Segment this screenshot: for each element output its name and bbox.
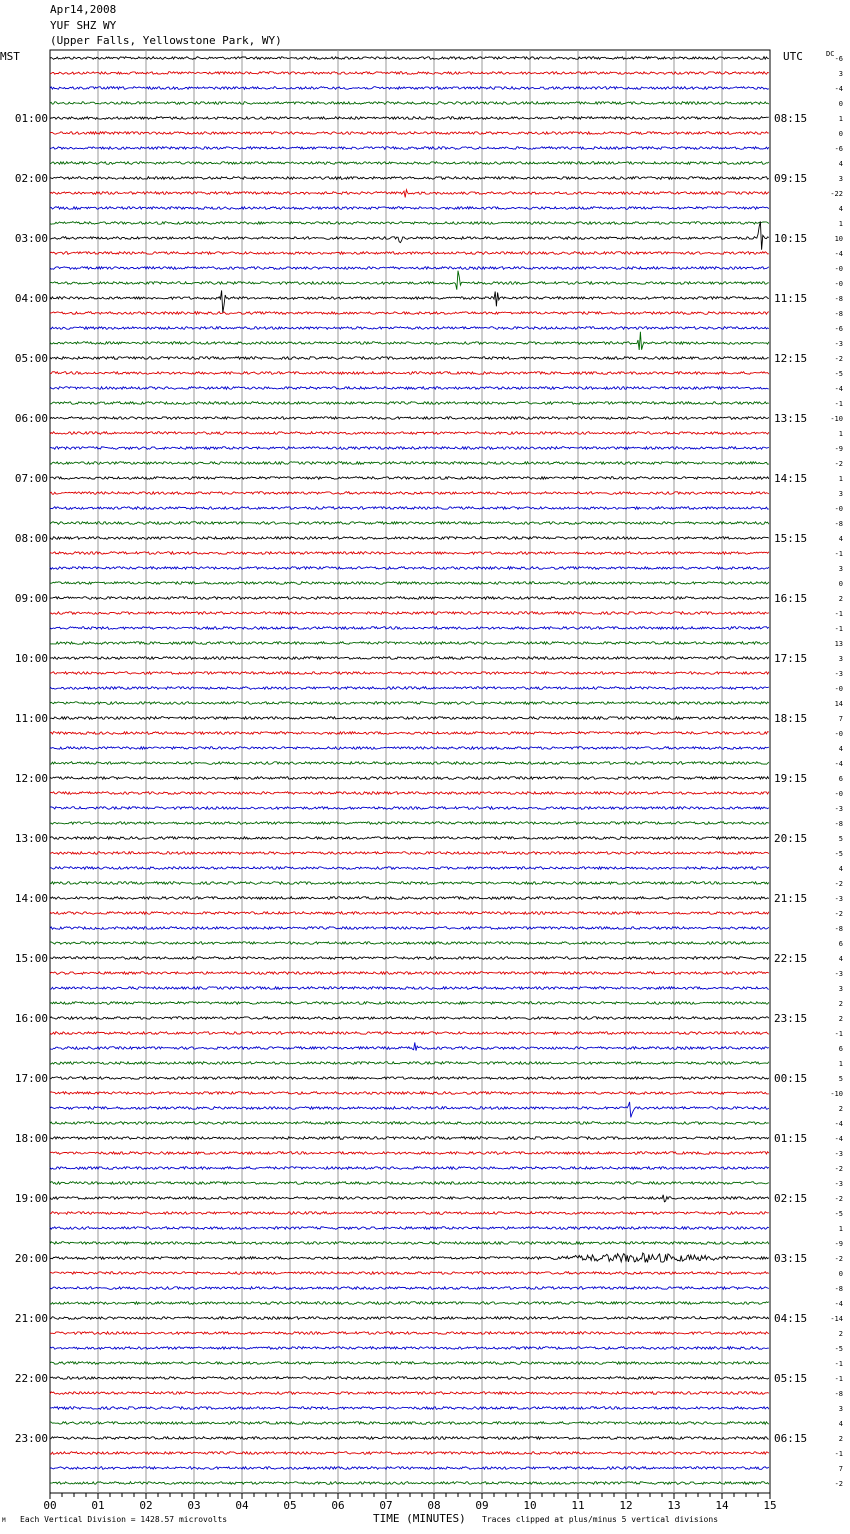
dc-offset-label: 2 (838, 595, 843, 603)
seismic-trace (50, 1377, 769, 1380)
x-tick-label: 04 (235, 1499, 249, 1512)
mst-hour-label: 14:00 (14, 892, 48, 905)
utc-hour-label: 14:15 (774, 472, 808, 485)
dc-offset-label: -6 (834, 145, 843, 153)
dc-offset-label: 6 (838, 1045, 843, 1053)
dc-offset-label: -9 (834, 445, 843, 453)
record-date: Apr14,2008 (50, 3, 117, 16)
dc-offset-label: -4 (834, 1120, 843, 1128)
seismic-trace (50, 1195, 769, 1202)
seismic-trace (50, 897, 769, 900)
dc-offset-label: -3 (834, 1150, 843, 1158)
utc-hour-label: 09:15 (774, 172, 808, 185)
dc-offset-label: -8 (834, 310, 843, 318)
right-timezone-label: UTC (783, 50, 803, 63)
utc-hour-label: 12:15 (774, 352, 808, 365)
dc-offset-label: -3 (834, 970, 843, 978)
dc-offset-label: -2 (834, 910, 843, 918)
dc-offset-label: -2 (834, 880, 843, 888)
dc-offset-label: -5 (834, 1345, 843, 1353)
dc-offset-label: -3 (834, 670, 843, 678)
x-tick-label: 13 (667, 1499, 681, 1512)
seismic-trace (50, 1242, 769, 1245)
dc-offset-label: -1 (834, 400, 843, 408)
mst-hour-label: 06:00 (14, 412, 48, 425)
dc-offset-label: 3 (838, 490, 843, 498)
mst-hour-label: 11:00 (14, 712, 48, 725)
seismic-trace (50, 1253, 769, 1262)
utc-hour-label: 18:15 (774, 712, 808, 725)
dc-offset-label: 5 (838, 1075, 843, 1083)
seismic-trace (50, 372, 769, 375)
dc-offset-label: -5 (834, 1210, 843, 1218)
seismic-trace (50, 207, 769, 210)
seismic-trace (50, 290, 769, 312)
dc-offset-label: 3 (838, 655, 843, 663)
x-tick-label: 05 (283, 1499, 297, 1512)
seismic-trace (50, 177, 769, 180)
dc-offset-label: -3 (834, 805, 843, 813)
seismic-trace (50, 612, 769, 615)
seismic-trace (50, 1152, 769, 1155)
dc-offset-label: -1 (834, 625, 843, 633)
x-tick-label: 06 (331, 1499, 345, 1512)
mst-hour-label: 05:00 (14, 352, 48, 365)
dc-offset-label: -3 (834, 1180, 843, 1188)
mst-hour-label: 04:00 (14, 292, 48, 305)
dc-offset-label: -8 (834, 1285, 843, 1293)
mst-hour-label: 15:00 (14, 952, 48, 965)
seismic-trace (50, 672, 769, 675)
seismic-trace (50, 792, 769, 795)
x-tick-label: 08 (427, 1499, 441, 1512)
seismic-trace (50, 357, 769, 360)
seismic-trace (50, 912, 769, 915)
mst-hour-label: 08:00 (14, 532, 48, 545)
x-tick-label: 01 (91, 1499, 105, 1512)
seismic-trace (50, 1332, 769, 1335)
seismic-trace (50, 147, 769, 150)
dc-offset-label: 1 (838, 475, 843, 483)
dc-offset-label: 4 (838, 745, 843, 753)
dc-offset-label: -4 (834, 1135, 843, 1143)
dc-offset-label: 2 (838, 1330, 843, 1338)
dc-offset-label: 5 (838, 835, 843, 843)
mst-hour-label: 13:00 (14, 832, 48, 845)
dc-offset-label: -10 (830, 1090, 843, 1098)
trace-layer (50, 57, 769, 1485)
seismic-trace (50, 1077, 769, 1080)
mst-hour-label: 02:00 (14, 172, 48, 185)
axis-layer (43, 1493, 776, 1512)
mst-hour-label: 19:00 (14, 1192, 48, 1205)
seismic-trace (50, 222, 769, 250)
x-tick-label: 09 (475, 1499, 489, 1512)
dc-offset-label: 1 (838, 1225, 843, 1233)
utc-hour-label: 10:15 (774, 232, 808, 245)
seismic-trace (50, 1212, 769, 1215)
dc-offset-label: -4 (834, 85, 843, 93)
seismic-trace (50, 132, 769, 135)
utc-hour-label: 13:15 (774, 412, 808, 425)
mst-hour-label: 16:00 (14, 1012, 48, 1025)
seismic-trace (50, 1392, 769, 1395)
seismic-trace (50, 837, 769, 840)
seismic-trace (50, 72, 769, 75)
seismic-trace (50, 267, 769, 270)
seismic-trace (50, 807, 769, 810)
dc-offset-label: -8 (834, 925, 843, 933)
dc-offset-label: 7 (838, 1465, 843, 1473)
seismic-trace (50, 1272, 769, 1275)
dc-offset-label: -6 (834, 55, 843, 63)
dc-offset-label: -1 (834, 610, 843, 618)
dc-offset-label: 2 (838, 1000, 843, 1008)
x-axis-label: TIME (MINUTES) (373, 1512, 466, 1525)
seismic-trace (50, 762, 769, 765)
dc-offset-label: 4 (838, 955, 843, 963)
mst-hour-label: 21:00 (14, 1312, 48, 1325)
dc-offset-label: -6 (834, 325, 843, 333)
utc-hour-label: 01:15 (774, 1132, 808, 1145)
x-tick-label: 11 (571, 1499, 585, 1512)
seismic-trace (50, 57, 769, 60)
dc-offset-label: 4 (838, 160, 843, 168)
seismic-trace (50, 447, 769, 450)
seismic-trace (50, 717, 769, 720)
seismic-trace (50, 1017, 769, 1020)
dc-offset-label: 4 (838, 1420, 843, 1428)
utc-hour-label: 06:15 (774, 1432, 808, 1445)
dc-offset-label: -0 (834, 280, 843, 288)
dc-offset-label: -0 (834, 505, 843, 513)
seismic-trace (50, 1122, 769, 1125)
seismic-trace (50, 1043, 769, 1051)
seismic-trace (50, 987, 769, 990)
dc-offset-label: -5 (834, 850, 843, 858)
seismic-trace (50, 1467, 769, 1470)
mst-hour-label: 22:00 (14, 1372, 48, 1385)
seismic-trace (50, 387, 769, 390)
seismic-trace (50, 1182, 769, 1185)
dc-offset-label: -8 (834, 1390, 843, 1398)
mst-hour-label: 03:00 (14, 232, 48, 245)
seismic-trace (50, 252, 769, 255)
seismic-trace (50, 1092, 769, 1095)
x-tick-label: 03 (187, 1499, 201, 1512)
seismic-trace (50, 567, 769, 570)
dc-offset-label: 1 (838, 115, 843, 123)
seismic-trace (50, 732, 769, 735)
dc-offset-label: -0 (834, 265, 843, 273)
seismic-trace (50, 942, 769, 945)
mst-hour-label: 09:00 (14, 592, 48, 605)
seismic-trace (50, 477, 769, 480)
dc-offset-label: -8 (834, 520, 843, 528)
seismic-trace (50, 927, 769, 930)
mst-hour-label: 18:00 (14, 1132, 48, 1145)
utc-hour-label: 23:15 (774, 1012, 808, 1025)
seismic-trace (50, 1287, 769, 1290)
seismic-trace (50, 882, 769, 885)
seismic-trace (50, 271, 769, 290)
scale-note: Each Vertical Division = 1428.57 microvolts (20, 1515, 228, 1524)
seismic-trace (50, 1407, 769, 1410)
dc-offset-label: 1 (838, 220, 843, 228)
dc-offset-label: -1 (834, 550, 843, 558)
seismic-trace (50, 1062, 769, 1065)
dc-offset-label: 10 (834, 235, 843, 243)
x-tick-label: 12 (619, 1499, 633, 1512)
dc-offset-label: -8 (834, 295, 843, 303)
seismic-trace (50, 777, 769, 780)
dc-offset-label: 2 (838, 1435, 843, 1443)
seismic-trace (50, 972, 769, 975)
x-tick-label: 15 (763, 1499, 777, 1512)
seismic-trace (50, 507, 769, 510)
seismic-trace (50, 582, 769, 585)
seismic-trace (50, 552, 769, 555)
x-tick-label: 02 (139, 1499, 153, 1512)
dc-offset-label: -1 (834, 1450, 843, 1458)
dc-offset-label: -4 (834, 1300, 843, 1308)
dc-offset-label: 0 (838, 580, 843, 588)
utc-hour-label: 11:15 (774, 292, 808, 305)
dc-offset-label: -3 (834, 895, 843, 903)
dc-offset-label: 0 (838, 1270, 843, 1278)
seismic-trace (50, 822, 769, 825)
dc-offset-label: -0 (834, 790, 843, 798)
seismic-trace (50, 867, 769, 870)
seismic-trace (50, 162, 769, 165)
utc-hour-label: 05:15 (774, 1372, 808, 1385)
dc-offset-label: -2 (834, 1195, 843, 1203)
utc-hour-label: 17:15 (774, 652, 808, 665)
dc-offset-label: -4 (834, 385, 843, 393)
mst-hour-label: 12:00 (14, 772, 48, 785)
dc-offset-label: -1 (834, 1360, 843, 1368)
seismic-trace (50, 402, 769, 405)
plot-frame (50, 50, 770, 1493)
dc-offset-label: 14 (834, 700, 843, 708)
seismic-trace (50, 852, 769, 855)
dc-offset-label: -14 (830, 1315, 843, 1323)
seismic-trace (50, 1317, 769, 1320)
seismic-trace (50, 1227, 769, 1230)
dc-column-label: DC (826, 50, 835, 58)
seismic-trace (50, 432, 769, 435)
dc-offset-label: 4 (838, 865, 843, 873)
seismic-trace (50, 687, 769, 690)
seismic-trace (50, 117, 769, 120)
utc-hour-label: 04:15 (774, 1312, 808, 1325)
seismic-trace (50, 462, 769, 465)
dc-offset-label: -8 (834, 820, 843, 828)
dc-offset-label: 1 (838, 430, 843, 438)
seismic-trace (50, 657, 769, 660)
dc-offset-label: 6 (838, 940, 843, 948)
mst-hour-label: 10:00 (14, 652, 48, 665)
utc-hour-label: 16:15 (774, 592, 808, 605)
seismic-trace (50, 1452, 769, 1455)
corner-mark: M (2, 1517, 6, 1524)
dc-offset-label: 7 (838, 715, 843, 723)
seismic-trace (50, 537, 769, 540)
seismic-trace (50, 492, 769, 495)
utc-hour-label: 19:15 (774, 772, 808, 785)
dc-offset-label: -1 (834, 1375, 843, 1383)
seismic-trace (50, 642, 769, 645)
seismic-trace (50, 747, 769, 750)
dc-offset-label: 2 (838, 1015, 843, 1023)
dc-offset-label: -3 (834, 340, 843, 348)
dc-offset-label: 0 (838, 130, 843, 138)
utc-hour-label: 00:15 (774, 1072, 808, 1085)
dc-offset-label: 3 (838, 175, 843, 183)
seismic-trace (50, 222, 769, 225)
seismic-trace (50, 957, 769, 960)
mst-hour-label: 23:00 (14, 1432, 48, 1445)
dc-offset-label: 3 (838, 565, 843, 573)
utc-hour-label: 21:15 (774, 892, 808, 905)
utc-hour-label: 22:15 (774, 952, 808, 965)
seismic-trace (50, 1362, 769, 1365)
station-code: YUF SHZ WY (50, 19, 117, 32)
dc-offset-label: -2 (834, 1255, 843, 1263)
seismic-trace (50, 702, 769, 705)
seismic-trace (50, 1032, 769, 1035)
x-tick-label: 07 (379, 1499, 393, 1512)
mst-hour-label: 07:00 (14, 472, 48, 485)
utc-hour-label: 02:15 (774, 1192, 808, 1205)
dc-offset-label: 3 (838, 70, 843, 78)
dc-offset-label: -22 (830, 190, 843, 198)
seismic-trace (50, 417, 769, 420)
seismic-trace (50, 597, 769, 600)
dc-offset-label: 2 (838, 1105, 843, 1113)
x-tick-label: 00 (43, 1499, 57, 1512)
seismic-trace (50, 1302, 769, 1305)
seismic-trace (50, 312, 769, 315)
seismic-trace (50, 1347, 769, 1350)
grid-layer (50, 50, 770, 1493)
dc-offset-label: 4 (838, 535, 843, 543)
dc-offset-label: 0 (838, 100, 843, 108)
seismic-trace (50, 1437, 769, 1440)
dc-offset-label: 4 (838, 205, 843, 213)
seismic-trace (50, 190, 769, 198)
mst-hour-label: 17:00 (14, 1072, 48, 1085)
seismic-trace (50, 102, 769, 105)
dc-offset-label: -2 (834, 460, 843, 468)
dc-offset-label: -0 (834, 730, 843, 738)
dc-offset-label: -2 (834, 355, 843, 363)
dc-offset-label: 6 (838, 775, 843, 783)
seismic-trace (50, 1422, 769, 1425)
seismic-trace (50, 87, 769, 90)
dc-offset-label: -5 (834, 370, 843, 378)
station-location: (Upper Falls, Yellowstone Park, WY) (50, 34, 282, 47)
seismic-trace (50, 1482, 769, 1485)
dc-offset-label: -2 (834, 1480, 843, 1488)
seismic-trace (50, 1102, 769, 1118)
seismic-trace (50, 522, 769, 525)
utc-hour-label: 08:15 (774, 112, 808, 125)
dc-offset-label: -2 (834, 1165, 843, 1173)
left-timezone-label: MST (0, 50, 20, 63)
utc-hour-label: 20:15 (774, 832, 808, 845)
seismic-trace (50, 1137, 769, 1140)
utc-hour-label: 15:15 (774, 532, 808, 545)
x-tick-label: 14 (715, 1499, 729, 1512)
dc-offset-label: -9 (834, 1240, 843, 1248)
dc-offset-label: -1 (834, 1030, 843, 1038)
dc-offset-label: 1 (838, 1060, 843, 1068)
dc-offset-label: 3 (838, 1405, 843, 1413)
clip-note: Traces clipped at plus/minus 5 vertical divisions (482, 1515, 719, 1524)
seismic-trace (50, 332, 769, 350)
dc-offset-label: -4 (834, 760, 843, 768)
mst-hour-label: 20:00 (14, 1252, 48, 1265)
seismic-trace (50, 1002, 769, 1005)
mst-hour-label: 01:00 (14, 112, 48, 125)
seismic-trace (50, 627, 769, 630)
seismic-trace (50, 1167, 769, 1170)
utc-hour-label: 03:15 (774, 1252, 808, 1265)
seismic-trace (50, 327, 769, 330)
dc-offset-label: -10 (830, 415, 843, 423)
dc-offset-label: 13 (834, 640, 843, 648)
dc-offset-label: 3 (838, 985, 843, 993)
x-tick-label: 10 (523, 1499, 537, 1512)
dc-offset-label: -0 (834, 685, 843, 693)
dc-offset-label: -4 (834, 250, 843, 258)
